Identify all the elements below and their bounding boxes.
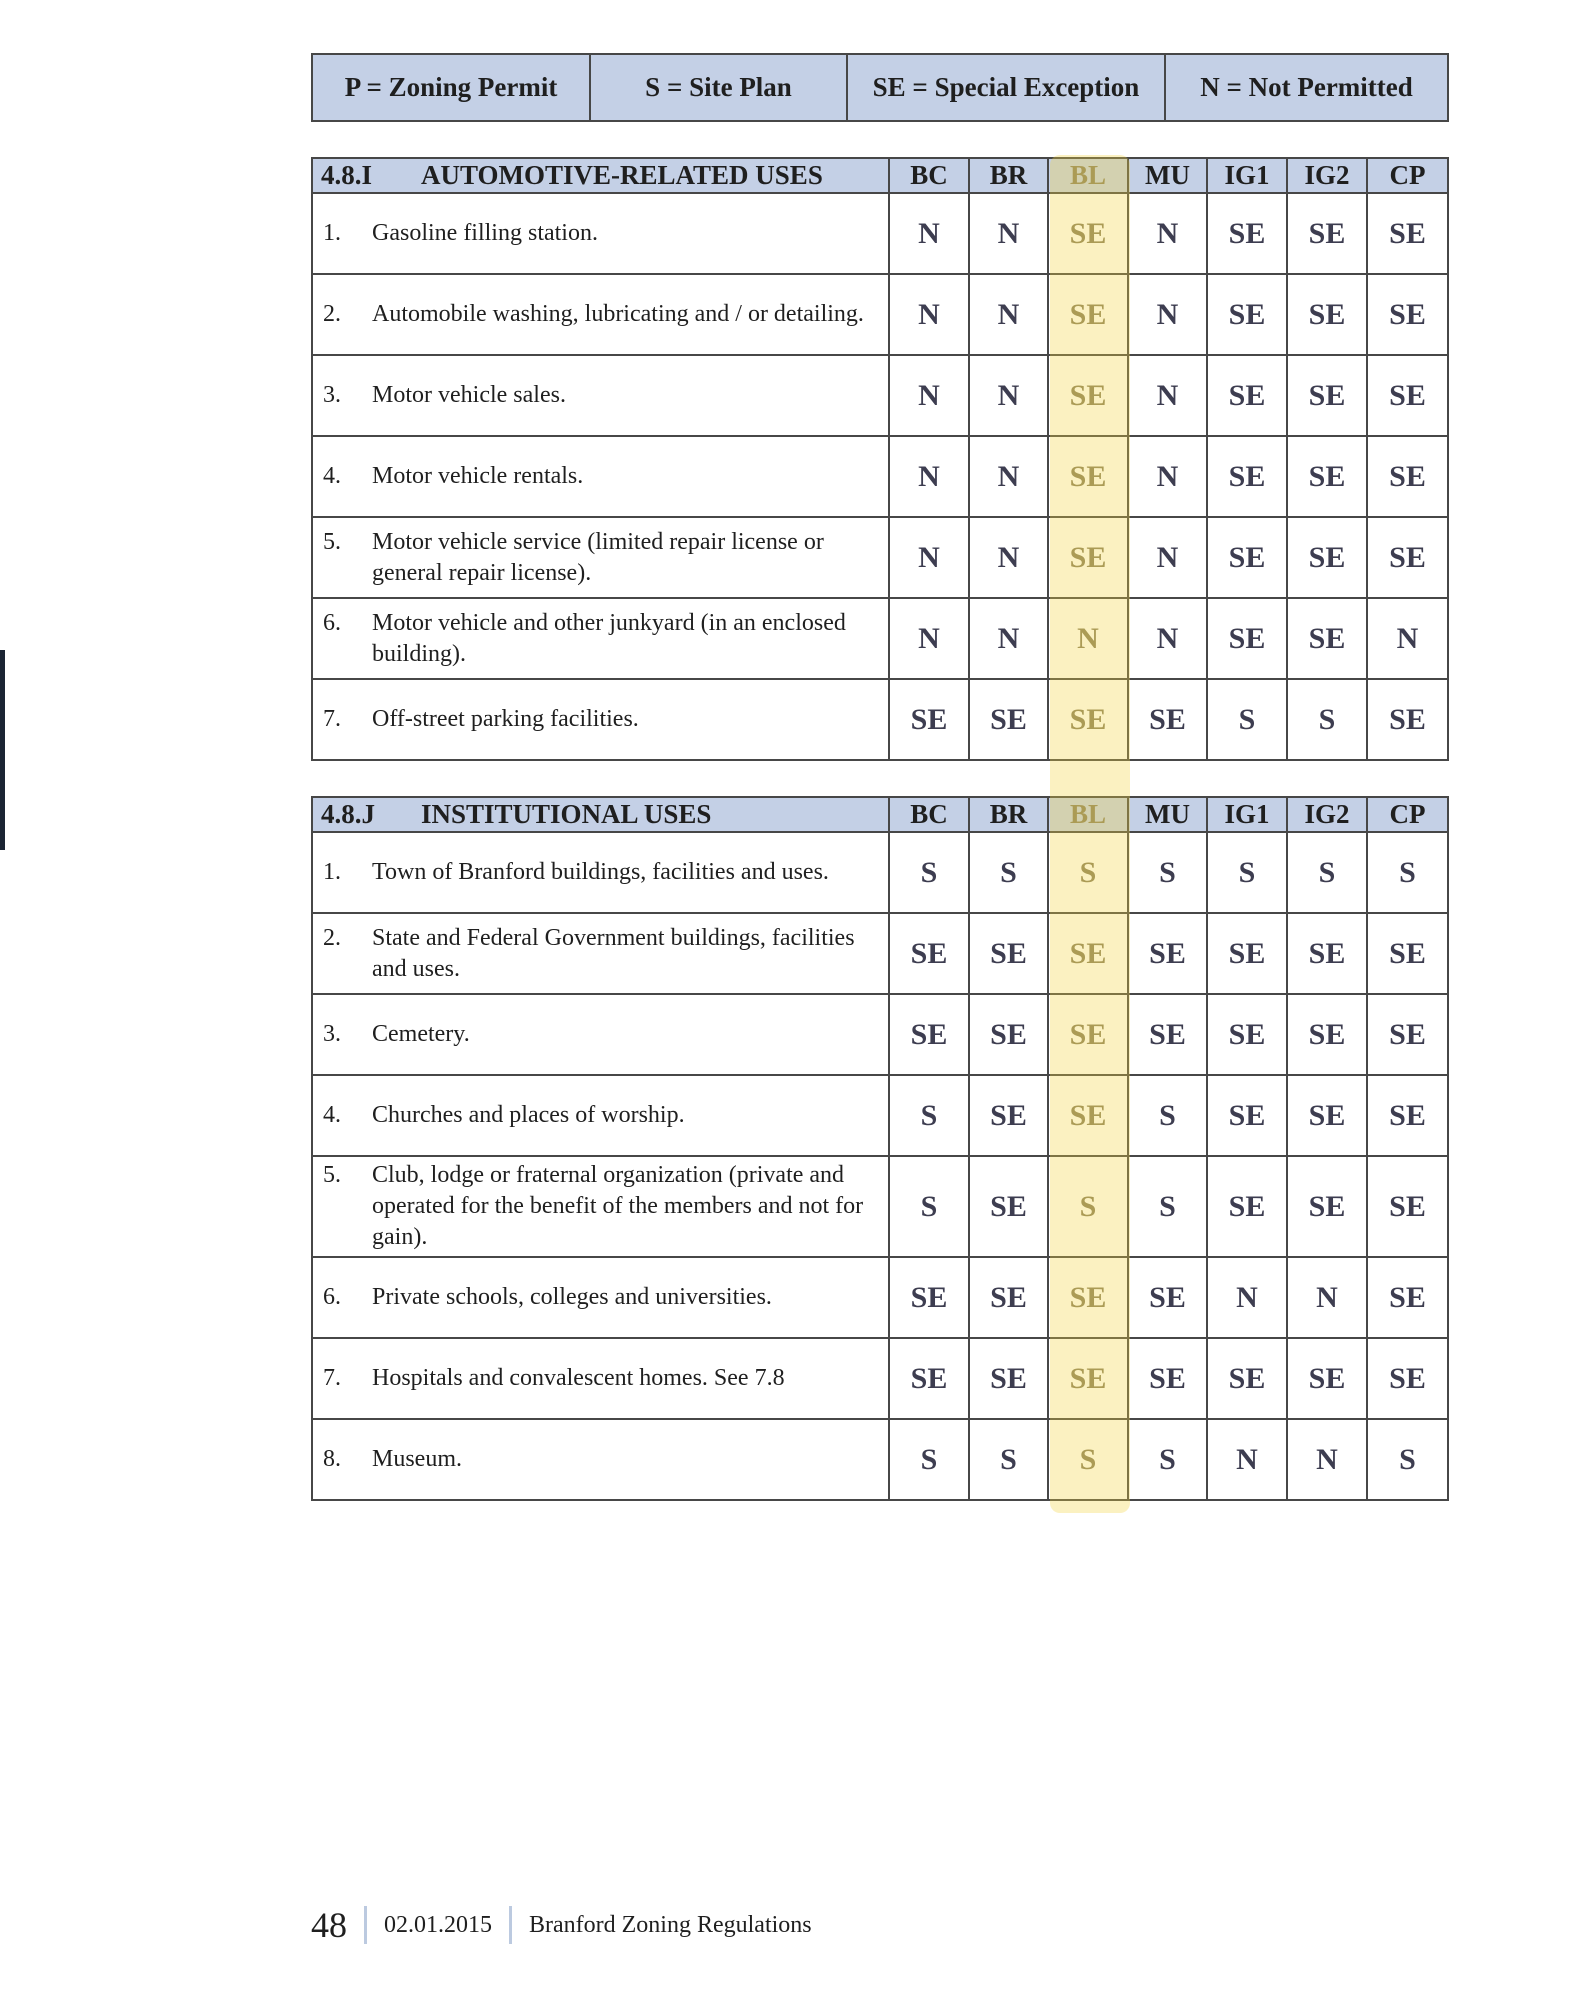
- permission-cell: SE: [1207, 1338, 1287, 1419]
- column-header: BC: [889, 797, 969, 832]
- permission-cell: SE: [1048, 274, 1128, 355]
- permission-cell: SE: [1287, 1338, 1367, 1419]
- column-header: BL: [1048, 158, 1128, 193]
- use-text: Hospitals and convalescent homes. See 7.8: [372, 1365, 785, 1391]
- permission-cell: SE: [1207, 274, 1287, 355]
- use-description: [312, 1338, 889, 1419]
- permission-cell: N: [1128, 436, 1207, 517]
- column-header: MU: [1128, 158, 1207, 193]
- permission-cell: SE: [1367, 1338, 1448, 1419]
- use-description: [312, 1075, 889, 1156]
- section-number: 4.8.J: [321, 799, 375, 829]
- use-description: [312, 517, 889, 598]
- use-text: Motor vehicle service (limited repair license or general repair license).: [372, 528, 824, 586]
- use-number: 8.: [323, 1446, 341, 1472]
- permission-cell: S: [889, 832, 969, 913]
- section-title: [312, 797, 889, 832]
- column-header: IG2: [1287, 797, 1367, 832]
- use-number: 3.: [323, 1021, 341, 1047]
- use-description: [312, 274, 889, 355]
- table-row: [312, 193, 1448, 274]
- use-description: [312, 1156, 889, 1257]
- table-row: [312, 913, 1448, 994]
- permission-cell: SE: [889, 913, 969, 994]
- legend-site-plan: S = Site Plan: [590, 54, 847, 121]
- permission-cell: N: [969, 193, 1048, 274]
- permission-cell: N: [1128, 598, 1207, 679]
- use-number: 3.: [323, 382, 341, 408]
- section-title: [312, 158, 889, 193]
- institutional-uses-table: [311, 796, 1449, 1501]
- permission-cell: SE: [1128, 679, 1207, 760]
- table-row: [312, 274, 1448, 355]
- permission-cell: SE: [1367, 436, 1448, 517]
- use-number: 7.: [323, 706, 341, 732]
- permission-cell: SE: [1287, 1156, 1367, 1257]
- permission-cell: N: [1287, 1257, 1367, 1338]
- use-text: Gasoline filling station.: [372, 220, 598, 246]
- use-text: Museum.: [372, 1446, 462, 1472]
- permission-cell: S: [969, 1419, 1048, 1500]
- permission-cell: S: [1128, 1075, 1207, 1156]
- permission-cell: SE: [1367, 274, 1448, 355]
- permission-cell: SE: [969, 994, 1048, 1075]
- permission-cell: SE: [1048, 355, 1128, 436]
- permission-cell: SE: [1048, 994, 1128, 1075]
- permission-cell: S: [1048, 1156, 1128, 1257]
- permission-cell: SE: [969, 1075, 1048, 1156]
- permission-cell: SE: [889, 679, 969, 760]
- permission-cell: SE: [1128, 1257, 1207, 1338]
- use-number: 1.: [323, 859, 341, 885]
- permission-cell: SE: [1207, 355, 1287, 436]
- use-text: Automobile washing, lubricating and / or detailing.: [372, 301, 864, 327]
- use-number: 1.: [323, 220, 341, 246]
- column-header: MU: [1128, 797, 1207, 832]
- use-description: [312, 436, 889, 517]
- permission-cell: SE: [1367, 1257, 1448, 1338]
- column-header: CP: [1367, 158, 1448, 193]
- permission-cell: N: [889, 274, 969, 355]
- use-number: 4.: [323, 1102, 341, 1128]
- permission-cell: S: [1367, 1419, 1448, 1500]
- permission-cell: SE: [1207, 517, 1287, 598]
- permission-cell: SE: [1128, 994, 1207, 1075]
- use-text: Club, lodge or fraternal organization (private and operated for the benefit of the members and not for gain).: [372, 1162, 864, 1250]
- legend-table: [311, 53, 1449, 122]
- table-row: [312, 832, 1448, 913]
- automotive-uses-table: [311, 157, 1449, 761]
- permission-cell: SE: [1367, 1156, 1448, 1257]
- permission-cell: SE: [1367, 913, 1448, 994]
- permission-cell: N: [969, 355, 1048, 436]
- use-number: 5.: [323, 1162, 341, 1188]
- column-header: IG2: [1287, 158, 1367, 193]
- use-number: 2.: [323, 924, 341, 951]
- permission-cell: S: [1128, 832, 1207, 913]
- use-text: Motor vehicle rentals.: [372, 463, 584, 489]
- use-number: 2.: [323, 301, 341, 327]
- permission-cell: N: [969, 517, 1048, 598]
- permission-cell: SE: [1287, 517, 1367, 598]
- permission-cell: SE: [1287, 193, 1367, 274]
- permission-cell: SE: [1287, 913, 1367, 994]
- table-row: [312, 598, 1448, 679]
- column-header: IG1: [1207, 797, 1287, 832]
- permission-cell: N: [969, 598, 1048, 679]
- legend-not-permitted: N = Not Permitted: [1165, 54, 1448, 121]
- permission-cell: SE: [1367, 355, 1448, 436]
- table-row: [312, 517, 1448, 598]
- permission-cell: N: [1128, 274, 1207, 355]
- permission-cell: SE: [1207, 436, 1287, 517]
- use-text: Cemetery.: [372, 1021, 470, 1047]
- use-text: Churches and places of worship.: [372, 1102, 685, 1128]
- permission-cell: SE: [889, 1338, 969, 1419]
- permission-cell: S: [969, 832, 1048, 913]
- permission-cell: SE: [1048, 1338, 1128, 1419]
- legend-zoning-permit: P = Zoning Permit: [312, 54, 590, 121]
- use-description: [312, 832, 889, 913]
- table-row: [312, 994, 1448, 1075]
- permission-cell: SE: [969, 679, 1048, 760]
- page-footer: [311, 1904, 812, 1946]
- footer-date: 02.01.2015: [384, 1911, 492, 1938]
- permission-cell: SE: [1287, 994, 1367, 1075]
- page-edge-bar: [0, 650, 5, 850]
- permission-cell: SE: [1048, 679, 1128, 760]
- permission-cell: SE: [1367, 679, 1448, 760]
- permission-cell: SE: [969, 1156, 1048, 1257]
- use-description: [312, 679, 889, 760]
- use-text: Motor vehicle sales.: [372, 382, 566, 408]
- use-description: [312, 913, 889, 994]
- permission-cell: S: [1048, 832, 1128, 913]
- permission-cell: N: [889, 517, 969, 598]
- permission-cell: SE: [1287, 436, 1367, 517]
- permission-cell: SE: [969, 1338, 1048, 1419]
- permission-cell: S: [1287, 832, 1367, 913]
- use-description: [312, 355, 889, 436]
- permission-cell: SE: [1207, 598, 1287, 679]
- use-description: [312, 1257, 889, 1338]
- use-number: 4.: [323, 463, 341, 489]
- permission-cell: SE: [1128, 1338, 1207, 1419]
- column-header: BL: [1048, 797, 1128, 832]
- use-number: 6.: [323, 609, 341, 636]
- footer-divider: [509, 1906, 512, 1944]
- permission-cell: N: [1128, 193, 1207, 274]
- permission-cell: SE: [1048, 913, 1128, 994]
- permission-cell: N: [889, 436, 969, 517]
- permission-cell: N: [969, 436, 1048, 517]
- legend-special-exception: SE = Special Exception: [847, 54, 1165, 121]
- permission-cell: N: [969, 274, 1048, 355]
- use-description: [312, 994, 889, 1075]
- use-description: [312, 1419, 889, 1500]
- permission-cell: SE: [1367, 994, 1448, 1075]
- column-header: CP: [1367, 797, 1448, 832]
- permission-cell: S: [1367, 832, 1448, 913]
- permission-cell: SE: [969, 913, 1048, 994]
- permission-cell: S: [1287, 679, 1367, 760]
- use-number: 5.: [323, 528, 341, 555]
- permission-cell: SE: [1367, 193, 1448, 274]
- permission-cell: SE: [1207, 994, 1287, 1075]
- permission-cell: N: [1128, 517, 1207, 598]
- permission-cell: SE: [1287, 274, 1367, 355]
- table-row: [312, 679, 1448, 760]
- permission-cell: SE: [1367, 517, 1448, 598]
- permission-cell: S: [1128, 1419, 1207, 1500]
- permission-cell: SE: [1207, 1156, 1287, 1257]
- table-row: [312, 1257, 1448, 1338]
- table-row: [312, 355, 1448, 436]
- permission-cell: N: [1048, 598, 1128, 679]
- table-row: [312, 1338, 1448, 1419]
- permission-cell: SE: [1207, 193, 1287, 274]
- permission-cell: SE: [969, 1257, 1048, 1338]
- column-header: BC: [889, 158, 969, 193]
- permission-cell: SE: [1128, 913, 1207, 994]
- permission-cell: S: [1128, 1156, 1207, 1257]
- permission-cell: SE: [1207, 913, 1287, 994]
- permission-cell: SE: [1367, 1075, 1448, 1156]
- permission-cell: N: [889, 355, 969, 436]
- permission-cell: S: [889, 1156, 969, 1257]
- permission-cell: SE: [889, 994, 969, 1075]
- permission-cell: N: [889, 598, 969, 679]
- use-description: [312, 193, 889, 274]
- table-row: [312, 1419, 1448, 1500]
- use-text: State and Federal Government buildings, facilities and uses.: [372, 924, 855, 982]
- use-text: Off-street parking facilities.: [372, 706, 639, 732]
- column-header: BR: [969, 158, 1048, 193]
- use-text: Private schools, colleges and universities.: [372, 1284, 772, 1310]
- permission-cell: SE: [1287, 1075, 1367, 1156]
- table-row: [312, 1156, 1448, 1257]
- use-text: Motor vehicle and other junkyard (in an enclosed building).: [372, 609, 846, 667]
- page-number: 48: [311, 1905, 347, 1945]
- permission-cell: N: [1128, 355, 1207, 436]
- table-row: [312, 1075, 1448, 1156]
- use-number: 6.: [323, 1284, 341, 1310]
- permission-cell: SE: [889, 1257, 969, 1338]
- permission-cell: SE: [1048, 436, 1128, 517]
- permission-cell: S: [1207, 832, 1287, 913]
- column-header: IG1: [1207, 158, 1287, 193]
- permission-cell: SE: [1048, 1075, 1128, 1156]
- permission-cell: SE: [1048, 193, 1128, 274]
- permission-cell: SE: [1287, 355, 1367, 436]
- use-text: Town of Branford buildings, facilities and uses.: [372, 859, 829, 885]
- permission-cell: N: [1207, 1257, 1287, 1338]
- permission-cell: N: [889, 193, 969, 274]
- permission-cell: N: [1287, 1419, 1367, 1500]
- permission-cell: SE: [1287, 598, 1367, 679]
- permission-cell: S: [1048, 1419, 1128, 1500]
- footer-document-title: Branford Zoning Regulations: [529, 1911, 812, 1938]
- column-header: BR: [969, 797, 1048, 832]
- use-number: 7.: [323, 1365, 341, 1391]
- section-number: 4.8.I: [321, 160, 373, 190]
- permission-cell: S: [889, 1075, 969, 1156]
- permission-cell: SE: [1207, 1075, 1287, 1156]
- section-name: AUTOMOTIVE-RELATED USES: [421, 160, 823, 190]
- permission-cell: N: [1207, 1419, 1287, 1500]
- footer-divider: [364, 1906, 367, 1944]
- permission-cell: S: [1207, 679, 1287, 760]
- permission-cell: N: [1367, 598, 1448, 679]
- section-name: INSTITUTIONAL USES: [421, 799, 712, 829]
- permission-cell: SE: [1048, 1257, 1128, 1338]
- permission-cell: SE: [1048, 517, 1128, 598]
- permission-cell: S: [889, 1419, 969, 1500]
- use-description: [312, 598, 889, 679]
- table-row: [312, 436, 1448, 517]
